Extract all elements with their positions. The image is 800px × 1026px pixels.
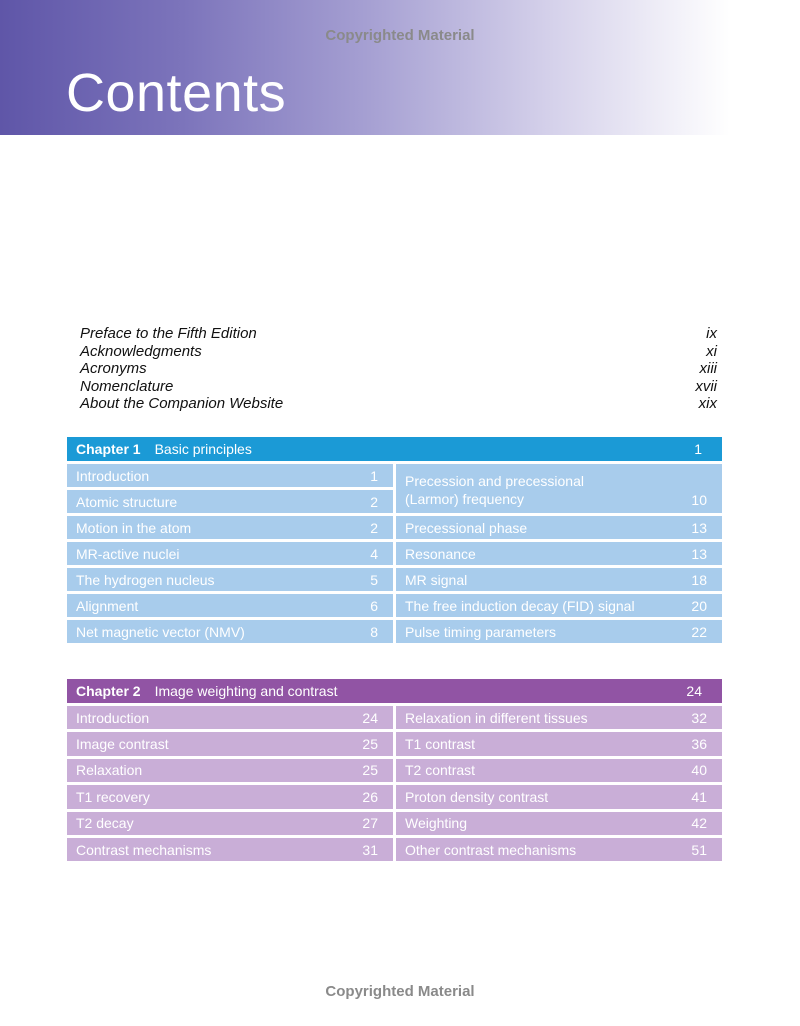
copyright-notice-top: Copyrighted Material — [325, 27, 475, 44]
chapter-1-entries — [67, 464, 722, 643]
chapter-number: Chapter 2 — [76, 683, 141, 699]
chapter-title: Basic principles — [154, 441, 252, 457]
toc-entry-page: 36 — [691, 736, 707, 753]
toc-entry-page: 26 — [362, 788, 378, 805]
toc-entry-page: 13 — [691, 519, 707, 536]
toc-entry[interactable] — [396, 785, 722, 808]
toc-entry-title — [405, 472, 584, 508]
toc-entry-title: Weighting — [405, 815, 468, 832]
toc-entry-page: 42 — [691, 815, 707, 832]
toc-entry[interactable] — [67, 706, 393, 729]
toc-entry-page: 1 — [370, 467, 378, 484]
toc-entry-page: 31 — [362, 841, 378, 858]
toc-entry-title: The hydrogen nucleus — [76, 571, 215, 588]
toc-entry-page: 41 — [691, 788, 707, 805]
toc-entry-page: 24 — [362, 709, 378, 726]
chapter-2-header[interactable] — [67, 679, 722, 703]
toc-entry[interactable] — [396, 759, 722, 782]
frontmatter-page: xix — [698, 395, 717, 412]
page-title: Contents — [66, 63, 287, 123]
toc-entry-page: 20 — [691, 597, 707, 614]
toc-entry-page: 32 — [691, 709, 707, 726]
frontmatter-title: Acknowledgments — [80, 342, 202, 360]
frontmatter-list — [80, 325, 717, 413]
toc-entry-title-line: (Larmor) frequency — [405, 491, 525, 507]
toc-entry[interactable] — [67, 785, 393, 808]
frontmatter-item[interactable] — [80, 325, 717, 343]
toc-entry-page: 18 — [691, 571, 707, 588]
toc-entry[interactable] — [67, 594, 393, 617]
toc-entry[interactable] — [67, 542, 393, 565]
toc-entry-title: Alignment — [76, 597, 139, 614]
toc-entry[interactable] — [67, 838, 393, 861]
toc-entry-title: Image contrast — [76, 736, 169, 753]
toc-entry-page: 2 — [370, 493, 378, 510]
toc-entry-title: Net magnetic vector (NMV) — [76, 623, 245, 640]
toc-entry[interactable] — [67, 620, 393, 643]
toc-entry[interactable] — [396, 620, 722, 643]
chapter-page: 24 — [686, 683, 702, 699]
toc-entry-page: 4 — [370, 545, 378, 562]
frontmatter-item[interactable] — [80, 395, 717, 413]
chapter-page: 1 — [694, 441, 702, 457]
chapter-number: Chapter 1 — [76, 441, 141, 457]
chapter-1-header[interactable] — [67, 437, 722, 461]
toc-entry-title: T1 recovery — [76, 788, 150, 805]
chapter-title: Image weighting and contrast — [154, 683, 338, 699]
toc-entry-page: 13 — [691, 545, 707, 562]
toc-entry-title: Introduction — [76, 709, 150, 726]
toc-entry-page: 10 — [691, 492, 707, 508]
frontmatter-item[interactable] — [80, 378, 717, 396]
toc-entry[interactable] — [67, 732, 393, 755]
toc-entry-page: 25 — [362, 762, 378, 779]
toc-entry[interactable] — [396, 838, 722, 861]
frontmatter-page: xvii — [695, 377, 717, 395]
chapter-1-section — [67, 437, 722, 643]
toc-entry-title: Pulse timing parameters — [405, 623, 556, 640]
toc-entry[interactable] — [396, 516, 722, 539]
toc-entry-title: The free induction decay (FID) signal — [405, 597, 635, 614]
frontmatter-page: ix — [706, 325, 717, 342]
toc-entry-title: Precessional phase — [405, 519, 528, 536]
toc-entry[interactable] — [67, 516, 393, 539]
frontmatter-title: About the Companion Website — [80, 395, 284, 412]
frontmatter-item[interactable] — [80, 343, 717, 361]
toc-entry[interactable] — [396, 706, 722, 729]
toc-entry[interactable] — [396, 542, 722, 565]
toc-entry-page: 22 — [691, 623, 707, 640]
toc-entry-page: 6 — [370, 597, 378, 614]
toc-entry-page: 51 — [691, 841, 707, 858]
toc-entry[interactable] — [396, 812, 722, 835]
toc-entry[interactable] — [396, 732, 722, 755]
toc-entry-title: Other contrast mechanisms — [405, 841, 577, 858]
toc-entry-page: 25 — [362, 736, 378, 753]
toc-entry-title: MR signal — [405, 571, 468, 588]
toc-entry-title: T2 decay — [76, 815, 134, 832]
toc-entry-page: 5 — [370, 571, 378, 588]
toc-entry-title: Proton density contrast — [405, 788, 549, 805]
toc-entry-title: Introduction — [76, 467, 150, 484]
frontmatter-title: Preface to the Fifth Edition — [80, 325, 257, 342]
frontmatter-title: Nomenclature — [80, 377, 174, 395]
frontmatter-item[interactable] — [80, 360, 717, 378]
toc-entry[interactable] — [67, 490, 393, 513]
frontmatter-page: xiii — [699, 360, 717, 377]
toc-entry[interactable] — [396, 464, 722, 513]
frontmatter-page: xi — [706, 342, 717, 360]
toc-entry-title-line: Precession and precessional — [405, 473, 584, 489]
toc-entry-title: Motion in the atom — [76, 519, 192, 536]
frontmatter-title: Acronyms — [80, 360, 147, 377]
toc-entry-title: T1 contrast — [405, 736, 476, 753]
toc-entry[interactable] — [67, 568, 393, 591]
toc-entry-page: 27 — [362, 815, 378, 832]
toc-entry-title: Relaxation — [76, 762, 143, 779]
toc-entry-page: 40 — [691, 762, 707, 779]
toc-entry[interactable] — [67, 464, 393, 487]
chapter-2-section — [67, 679, 722, 861]
toc-entry-title: Contrast mechanisms — [76, 841, 212, 858]
toc-entry-title: Relaxation in different tissues — [405, 709, 588, 726]
toc-entry-page: 8 — [370, 623, 378, 640]
toc-entry[interactable] — [67, 759, 393, 782]
toc-entry[interactable] — [67, 812, 393, 835]
toc-entry-title: Resonance — [405, 545, 476, 562]
toc-entry-page: 2 — [370, 519, 378, 536]
toc-entry[interactable] — [396, 568, 722, 591]
toc-entry-title: T2 contrast — [405, 762, 476, 779]
toc-entry-title: MR-active nuclei — [76, 545, 180, 562]
toc-entry-title: Atomic structure — [76, 493, 178, 510]
toc-entry[interactable] — [396, 594, 722, 617]
chapter-2-entries — [67, 706, 722, 861]
copyright-notice-bottom: Copyrighted Material — [325, 983, 475, 1000]
